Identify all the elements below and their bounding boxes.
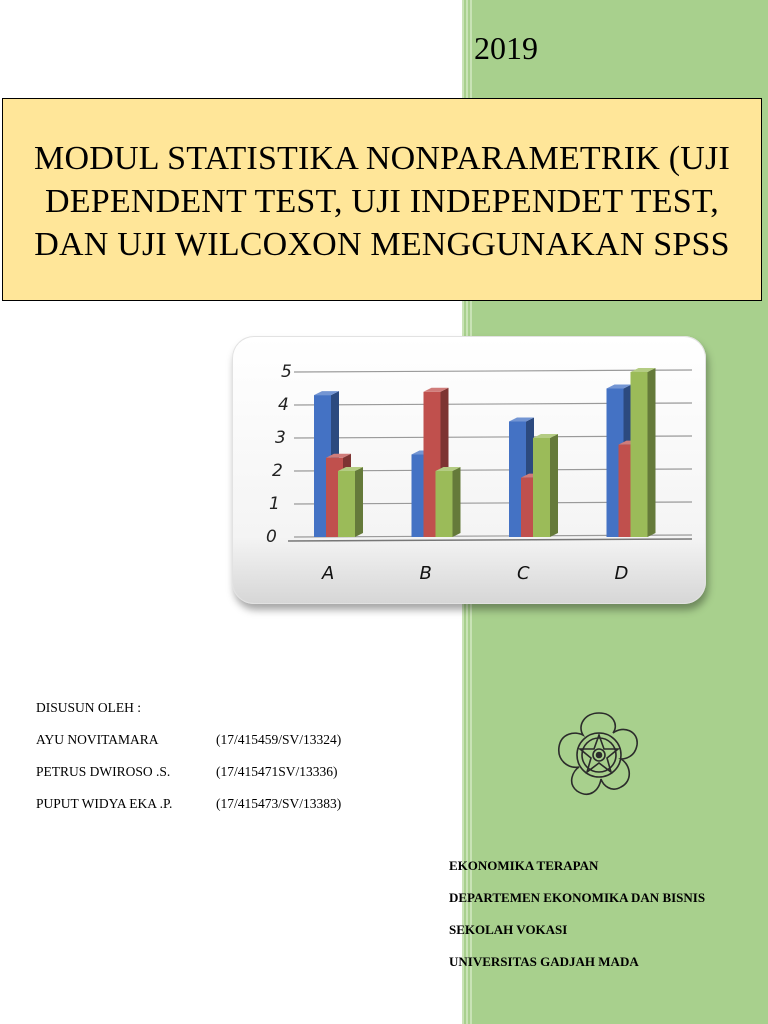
ugm-seal-icon [554,710,644,800]
title-line: DEPENDENT TEST, UJI INDEPENDET TEST, [45,183,719,220]
institution-block [449,858,705,986]
bar [338,471,355,537]
author-name: AYU NOVITAMARA [36,732,159,747]
x-tick-label: B [419,563,432,584]
y-tick-label: 2 [272,461,283,481]
author-name: PUPUT WIDYA EKA .P. [36,796,173,811]
y-tick-label: 4 [278,395,289,415]
bar [631,372,648,537]
author-id: (17/415471SV/13336) [216,764,338,779]
title-line: MODUL STATISTIKA NONPARAMETRIK (UJI [34,140,730,177]
bar-side [355,467,363,537]
y-tick-label: 0 [266,527,277,547]
x-axis-line [288,539,692,541]
institution-line: EKONOMIKA TERAPAN [449,858,599,873]
y-tick-label: 3 [275,428,286,448]
y-tick-label: 1 [269,494,280,514]
institution-line: SEKOLAH VOKASI [449,922,568,937]
x-tick-label: A [322,563,335,584]
institution-line: DEPARTEMEN EKONOMIKA DAN BISNIS [449,890,706,905]
bar [436,471,453,537]
year: 2019 [474,30,538,66]
institution-line: UNIVERSITAS GADJAH MADA [449,954,639,969]
title-box [2,98,762,301]
author-id: (17/415473/SV/13383) [216,796,342,811]
bar-side [648,368,656,537]
author-name: PETRUS DWIROSO .S. [36,764,171,779]
y-tick-label: 5 [281,362,292,382]
authors-heading-text: DISUSUN OLEH : [36,700,142,715]
bar [533,438,550,537]
x-tick-label: D [614,563,629,584]
document-title [34,133,730,266]
bar-side [550,434,558,537]
bar-chart-illustration [232,336,706,604]
title-line: DAN UJI WILCOXON MENGGUNAKAN SPSS [34,226,730,263]
x-tick-label: C [517,563,530,584]
author-id: (17/415459/SV/13324) [216,732,342,747]
bar-side [453,467,461,537]
